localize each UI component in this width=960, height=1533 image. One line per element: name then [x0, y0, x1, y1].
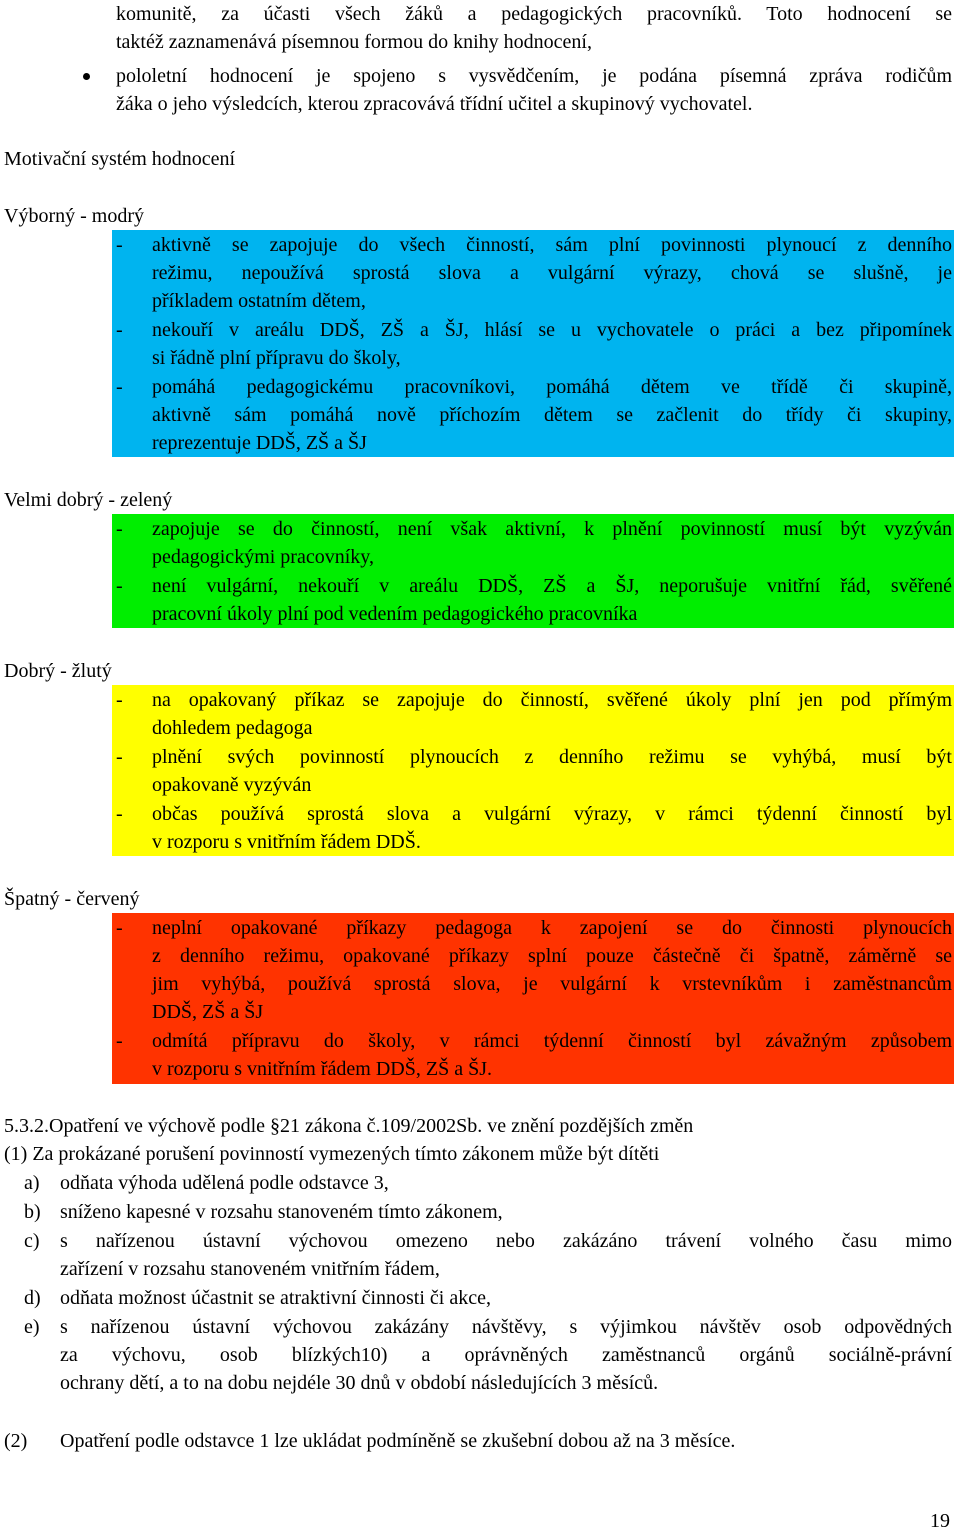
blue-line-6: pomáhá pedagogickému pracovníkovi, pomáhá dětem ve třídě či skupině, — [152, 376, 952, 398]
dash-marker: - — [116, 518, 123, 540]
blue-line-4: nekouří v areálu DDŠ, ZŠ a ŠJ, hlásí se u vychovatele o práci a bez připomínek — [152, 319, 952, 341]
level-title-blue: Výborný - modrý — [4, 205, 144, 227]
intro-line-3: pololetní hodnocení je spojeno s vysvědčením, je podána písemná zpráva rodičům — [116, 65, 952, 87]
yellow-line-1: na opakovaný příkaz se zapojuje do činností, svěřené úkoly plní jen pod přímým — [152, 689, 952, 711]
red-line-6: v rozporu s vnitřním řádem DDŠ, ZŠ a ŠJ. — [152, 1058, 492, 1080]
dash-marker: - — [116, 234, 123, 256]
yellow-line-3: plnění svých povinností plynoucích z denního režimu se vyhýbá, musí být — [152, 746, 952, 768]
item-e-line-1: s nařízenou ústavní výchovou zakázány návštěvy, s výjimkou návštěv osob odpovědných — [60, 1316, 952, 1338]
item-c-line-1: s nařízenou ústavní výchovou omezeno nebo zakázáno trávení volného času mimo — [60, 1230, 952, 1252]
intro-line-2: taktéž zaznamenává písemnou formou do knihy hodnocení, — [116, 31, 592, 53]
item-label-a: a) — [24, 1172, 40, 1194]
item-b-line-1: sníženo kapesné v rozsahu stanoveném tímto zákonem, — [60, 1201, 503, 1223]
red-line-2: z denního režimu, opakované příkazy splní pouze částečně či špatně, záměrně se — [152, 945, 952, 967]
item-a-line-1: odňata výhoda udělená podle odstavce 3, — [60, 1172, 389, 1194]
item-label-e: e) — [24, 1316, 40, 1338]
intro-line-4: žáka o jeho výsledcích, kterou zpracovává třídní učitel a skupinový vychovatel. — [116, 93, 753, 115]
blue-line-7: aktivně sám pomáhá nově příchozím dětem se začlenit do třídy či skupiny, — [152, 404, 952, 426]
item-label-d: d) — [24, 1287, 41, 1309]
item-label-c: c) — [24, 1230, 40, 1252]
green-line-3: není vulgární, nekouří v areálu DDŠ, ZŠ a ŠJ, neporušuje vnitřní řád, svěřené — [152, 575, 952, 597]
intro-line-1: komunitě, za účasti všech žáků a pedagogických pracovníků. Toto hodnocení se — [116, 3, 952, 25]
red-line-5: odmítá přípravu do školy, v rámci týdenní činností byl závažným způsobem — [152, 1030, 952, 1052]
dash-marker: - — [116, 917, 123, 939]
item-e-line-2: za výchovu, osob blízkých10) a oprávněných zaměstnanců orgánů sociálně-právní — [60, 1344, 952, 1366]
dash-marker: - — [116, 319, 123, 341]
blue-line-5: si řádně plní přípravu do školy, — [152, 347, 401, 369]
yellow-line-5: občas používá sprostá slova a vulgární výrazy, v rámci týdenní činností byl — [152, 803, 952, 825]
green-line-1: zapojuje se do činností, není však aktivní, k plnění povinností musí být vyzýván — [152, 518, 952, 540]
green-line-2: pedagogickými pracovníky, — [152, 546, 374, 568]
red-line-3: jim vyhýbá, používá sprostá slova, je vulgární k vrstevníkům i zaměstnancům — [152, 973, 952, 995]
dash-marker: - — [116, 575, 123, 597]
blue-line-3: příkladem ostatním dětem, — [152, 290, 366, 312]
item-d-line-1: odňata možnost účastnit se atraktivní činnosti či akce, — [60, 1287, 491, 1309]
level-title-yellow: Dobrý - žlutý — [4, 660, 112, 682]
bullet-icon — [83, 73, 90, 80]
red-line-1: neplní opakované příkazy pedagoga k zapojení se do činnosti plynoucích — [152, 917, 952, 939]
blue-line-1: aktivně se zapojuje do všech činností, sám plní povinnosti plynoucí z denního — [152, 234, 952, 256]
page-number: 19 — [930, 1510, 950, 1532]
dash-marker: - — [116, 746, 123, 768]
section-heading: 5.3.2.Opatření ve výchově podle §21 zákona č.109/2002Sb. ve znění pozdějších změn — [4, 1115, 694, 1137]
item-e-line-3: ochrany dětí, a to na dobu nejdéle 30 dnů v období následujících 3 měsíců. — [60, 1372, 659, 1394]
dash-marker: - — [116, 376, 123, 398]
level-title-green: Velmi dobrý - zelený — [4, 489, 173, 511]
yellow-line-6: v rozporu s vnitřním řádem DDŠ. — [152, 831, 421, 853]
paragraph-2: Opatření podle odstavce 1 lze ukládat podmíněně se zkušební dobou až na 3 měsíce. — [60, 1430, 736, 1452]
yellow-line-4: opakovaně vyzýván — [152, 774, 312, 796]
yellow-line-2: dohledem pedagoga — [152, 717, 313, 739]
dash-marker: - — [116, 1030, 123, 1052]
item-label-b: b) — [24, 1201, 41, 1223]
paragraph-1: (1) Za prokázané porušení povinností vymezených tímto zákonem může být dítěti — [4, 1143, 660, 1165]
blue-line-2: režimu, nepoužívá sprostá slova a vulgární výrazy, chová se slušně, je — [152, 262, 952, 284]
paragraph-2-label: (2) — [4, 1430, 28, 1452]
green-line-4: pracovní úkoly plní pod vedením pedagogického pracovníka — [152, 603, 638, 625]
blue-line-8: reprezentuje DDŠ, ZŠ a ŠJ — [152, 432, 367, 454]
red-line-4: DDŠ, ZŠ a ŠJ — [152, 1001, 264, 1023]
item-c-line-2: zařízení v rozsahu stanoveném vnitřním řádem, — [60, 1258, 440, 1280]
dash-marker: - — [116, 803, 123, 825]
dash-marker: - — [116, 689, 123, 711]
motivation-title: Motivační systém hodnocení — [4, 148, 236, 170]
level-title-red: Špatný - červený — [4, 888, 140, 910]
